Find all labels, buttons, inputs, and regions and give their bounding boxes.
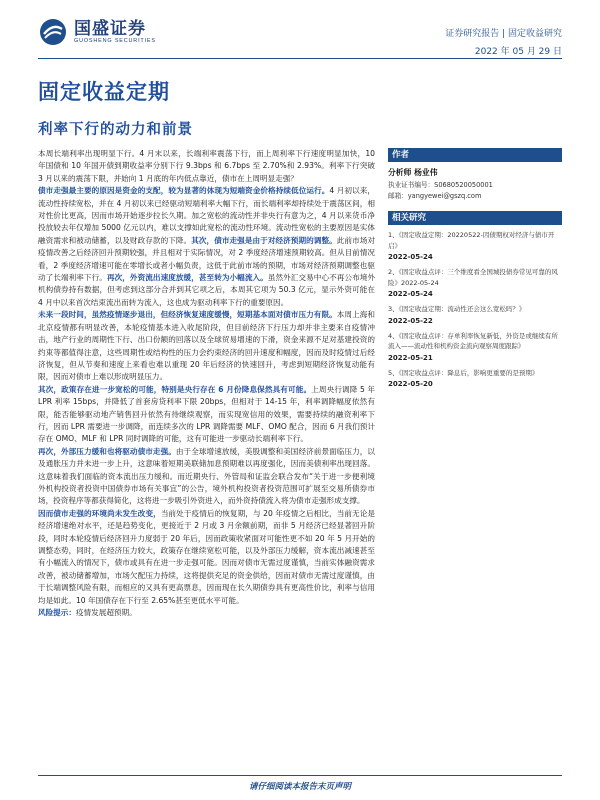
paragraph-text: 由于全球增速放缓，美股调整和美国经济前景面临压力，以及通胀压力并未进一步上升，这意味着短期美联储加息预期难以再度强化，因而美债利率出现回落。这意味着我们面临的资本流出压力缓和。而近期央行、外管局和证监会联合发布“关于进一步便利境外机构投资者投资中国债券市场有关事宜”的公告，境外机构投资者投资范围可扩展至交易所债券市场，投资程序等都获得简化，这将进一步吸引外资进入，而外资持债流入将为债市走强形成支撑。 (38, 446, 375, 506)
report-type: 证券研究报告 | 固定收益研究 (445, 29, 562, 39)
related-item[interactable]: 3、《固定收益定期：流动性还会这么宽松吗？》 (388, 305, 526, 313)
related-date: 2022-05-24 (388, 253, 433, 261)
footer-divider (38, 775, 562, 776)
paragraph-lead: 因而债市走强的环境尚未发生改变， (38, 508, 161, 518)
paragraph-text: 此前市场对疫情改善之后经济回升预期较强，并且相对于实际情况，对 2 季度经济增速预期较高。但从目前情况看，2 季度经济增速可能在零增长或者小幅负责，这低于此前市场的预期，市场对经济预期调整也驱动了长端利率下行。 (38, 235, 376, 283)
related-item[interactable]: 1、《固定收益定期：20220522-因债期权对经济与债市开启》 (388, 231, 555, 250)
related-item[interactable]: 4、《固定收益点评：存单利率恢复新低，外资是或继续有所流入——流动性和机构资金流向观察周度跟踪》 (388, 331, 558, 350)
report-body (38, 148, 375, 619)
related-heading: 相关研究 (388, 211, 562, 225)
logo-chinese-name: 国盛证券 (74, 18, 146, 39)
paragraph-1 (38, 148, 375, 185)
risk-warning (38, 607, 375, 619)
paragraph-3 (38, 309, 375, 383)
paragraph-text: 4 月初以来，流动性持续宽松，并在 4 月初以来已经驱动短端利率大幅下行，而长端利率却持续处于震荡区间，相对性价比更高，因而市场开始逐步拉长久期。加之宽松的流动性并非央行有意为之，4 月以来货币净投放较去年仅增加 5000 亿元以内，难以支撑如此宽松的流动性环境。流动性宽松的主要原因是实体融资需求和被动储蓄，以及财政存款的下降。 (38, 186, 375, 245)
paragraph-lead: 未来一段时间，虽然疫情逐步退出，但经济恢复速度缓慢，短期基本面对债市压力有限。 (38, 310, 337, 320)
related-item[interactable]: 2、《固定收益点评：三个维度看全国城投债券常见可靠的风险》2022-05-24 (388, 268, 558, 287)
report-date: 2022 年 05 月 29 日 (474, 47, 562, 57)
paragraph-6 (38, 508, 375, 607)
author-license: 执业证书编号：S0680520050001 (388, 181, 493, 189)
logo-mark-icon (38, 17, 68, 47)
logo-english-name: GUOSHENG SECURITIES (74, 37, 156, 44)
paragraph-text: 虽然外汇交易中心不再公布境外机构债券持有数据，但考虑到这部分合并到其它项之后，本周其它项为 50.3 亿元，显示外资可能在 4 月中以来首次结束流出而转为流入，这也成为驱动利率下行的重要原因。 (38, 273, 376, 307)
paragraph-text: 上周央行调降 5 年 LPR 利率 15bps，并降低了首套房贷利率下限 20bps，但相对于 14-15 年，利率调降幅度依然有限，能否能够驱动地产销售回升依然有待继续观察，而实现宽信用的效果，需要持续的融资利率下行，因而 LPR 需要进一步调降，而连续多次的 LPR 调降需要 MLF、OMO 配合，因而 6 月我们预计存在 OMO、MLF 和 LPR 同时调降的可能，这有可能进一步驱动长端利率下行。 (38, 384, 375, 444)
author-email[interactable]: 邮箱：yangyewei@gszq.com (388, 191, 482, 200)
risk-text: 疫情发展超预期。 (75, 608, 137, 618)
header-divider (38, 58, 562, 59)
risk-label: 风险提示： (38, 608, 76, 618)
paragraph-text: 本周上海和北京疫情都有明显改善，本轮疫情基本进入收尾阶段，但目前经济下行压力却并非主要来自疫情冲击，地产行业的周期性下行、出口份额的回落以及全球贸易增速的下滑，资金来源不足对基建投资的约束等都值得注意，这些周期性或结构性的压力会约束经济的回升速度和幅度，因而及时疫情过后经济恢复，但从节奏和速度上来看也难以重现 20 年后经济的快速回升，考虑到短期经济恢复动能有限，因而对债市上难以形成明显压力。 (38, 310, 376, 382)
paragraph-lead: 债市走强最主要的原因是资金的支配，较为显著的体现为短端资金价格持续低位运行。 (38, 186, 330, 196)
paragraph-text: 当前处于疫情后的恢复期，与 20 年疫情之后相比，当前无论是经济增速绝对水平，还是趋势变化，更接近于 2 月或 3 月余额前期，而非 5 月经济已经显著回升阶段，同时本轮疫情后经济回升力度弱于 20 年后，因而政策收紧面对可能性更不如 20 年 5 月开始的调整态势，同时，在经济压力较大，政策存在继续宽松可能，以及外部压力缓解，资本流出减速甚至有小幅流入的情况下，债市或具有在进一步走强可能。因而对债市无需过度谨慎，当前实体融资需求改善，被动储蓄增加，市场欠配压力持续，这将提供充足的资金供给，因而对债市无需过度谨慎，由于长端调整风险有限，而相应的又具有更高票息，因而现在长久期债券具有更高性价比，利率与信用均是如此。10 年国债存在下行至 2.65%甚至更低水平可能。 (38, 508, 375, 605)
related-date: 2022-05-20 (388, 380, 433, 388)
related-date: 2022-05-24 (388, 290, 433, 298)
paragraph-lead: 再次，外部压力缓和也将驱动债市走强。 (38, 446, 176, 456)
related-item[interactable]: 5、《固定收益点评：降息后，影响更重要的是预期》 (388, 368, 539, 377)
paragraph-text: 本周长端利率出现明显下行。4 月末以来，长端利率震荡下行，而上周利率下行速度明显加快，10 年国债和 10 年国开债到期收益率分别下行 9.3bps 和 6.7bps 至 2.70%和 2.93%。利率下行突破 3 月以来的震荡下限，并始向 1 月底的年内低点靠近，债市在上周明显走强？ (38, 149, 375, 183)
page-header (0, 0, 600, 60)
paragraph-2 (38, 185, 375, 309)
company-logo (38, 17, 156, 47)
paragraph-lead: 其次，政策存在进一步宽松的可能，特别是央行存在 6 月份降息保然具有可能。 (38, 384, 312, 394)
related-research (388, 211, 562, 388)
report-subtitle: 利率下行的动力和前景 (38, 122, 193, 138)
paragraph-lead: 其次，债市走强是由于对经济预期的调整。 (191, 235, 337, 245)
author-heading: 作者 (388, 148, 562, 162)
paragraph-5 (38, 446, 375, 508)
paragraph-4 (38, 384, 375, 446)
related-date: 2022-05-21 (388, 353, 433, 362)
footer-disclaimer: 请仔细阅读本报告末页声明 (248, 782, 351, 792)
paragraph-lead: 再次，外资流出速度放缓，甚至转为小幅流入。 (106, 273, 268, 283)
related-date: 2022-05-22 (388, 316, 433, 325)
sidebar (388, 148, 562, 394)
report-title: 固定收益定期 (38, 80, 170, 104)
author-names: 分析师 杨业伟 (388, 168, 438, 177)
